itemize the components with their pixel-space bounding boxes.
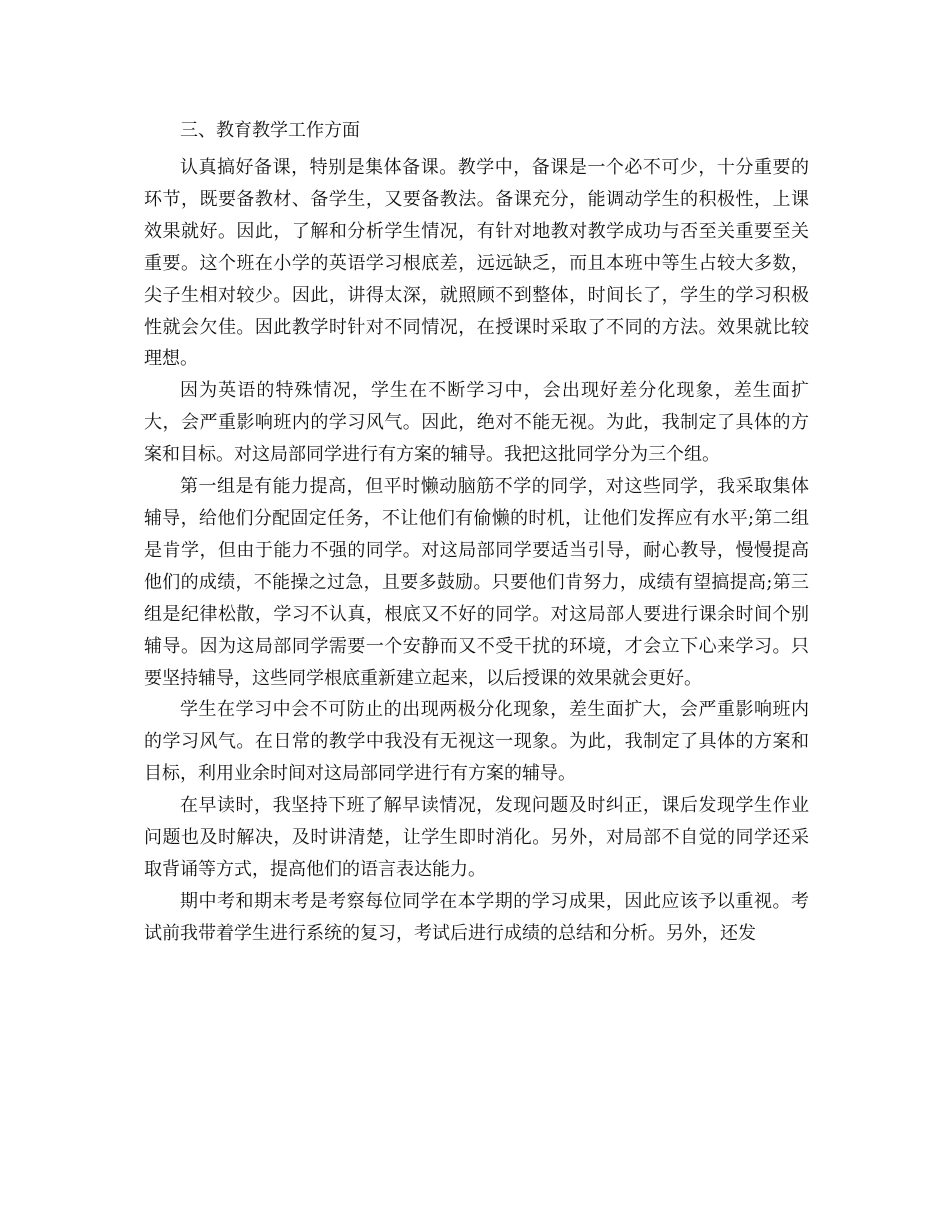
paragraph-three-groups: 第一组是有能力提高，但平时懒动脑筋不学的同学，对这些同学，我采取集体辅导，给他们分配固定任务，不让他们有偷懒的时机，让他们发挥应有水平;第二组是肯学，但由于能力不强的同学。对这局部同学要适当引导，耐心教导，慢慢提高他们的成绩，不能操之过急，且要多鼓励。只要他们肯努力，成绩有望搞提高;第三组是纪律松散，学习不认真，根底又不好的同学。对这局部人要进行课余时间个别辅导。因为这局部同学需要一个安静而又不受干扰的环境，才会立下心来学习。只要坚持辅导，这些同学根底重新建立起来，以后授课的效果就会更好。 — [144, 476, 809, 689]
section-heading: 三、教育教学工作方面 — [180, 120, 360, 141]
paragraph-exams: 期中考和期末考是考察每位同学在本学期的学习成果，因此应该予以重视。考试前我带着学生进行系统的复习，考试后进行成绩的总结和分析。另外，还发 — [144, 890, 809, 944]
paragraph-polarization: 学生在学习中会不可防止的出现两极分化现象，差生面扩大，会严重影响班内的学习风气。在日常的教学中我没有无视这一现象。为此，我制定了具体的方案和目标，利用业余时间对这局部同学进行有方案的辅导。 — [144, 699, 809, 785]
paragraph-lesson-preparation: 认真搞好备课，特别是集体备课。教学中，备课是一个必不可少，十分重要的环节，既要备教材、备学生，又要备教法。备课充分，能调动学生的积极性，上课效果就好。因此，了解和分析学生情况，有针对地教对教学成功与否至关重要至关重要。这个班在小学的英语学习根底差，远远缺乏，而且本班中等生占较大多数，尖子生相对较少。因此，讲得太深，就照顾不到整体，时间长了，学生的学习积极性就会欠佳。因此教学时针对不同情况，在授课时采取了不同的方法。效果就比较理想。 — [144, 157, 809, 370]
paragraph-student-differentiation: 因为英语的特殊情况，学生在不断学习中，会出现好差分化现象，差生面扩大，会严重影响班内的学习风气。因此，绝对不能无视。为此，我制定了具体的方案和目标。对这局部同学进行有方案的辅导。我把这批同学分为三个组。 — [144, 380, 809, 466]
body-text — [144, 152, 809, 950]
paragraph-morning-reading: 在早读时，我坚持下班了解早读情况，发现问题及时纠正，课后发现学生作业问题也及时解决，及时讲清楚，让学生即时消化。另外，对局部不自觉的同学还采取背诵等方式，提高他们的语言表达能力。 — [144, 795, 809, 880]
